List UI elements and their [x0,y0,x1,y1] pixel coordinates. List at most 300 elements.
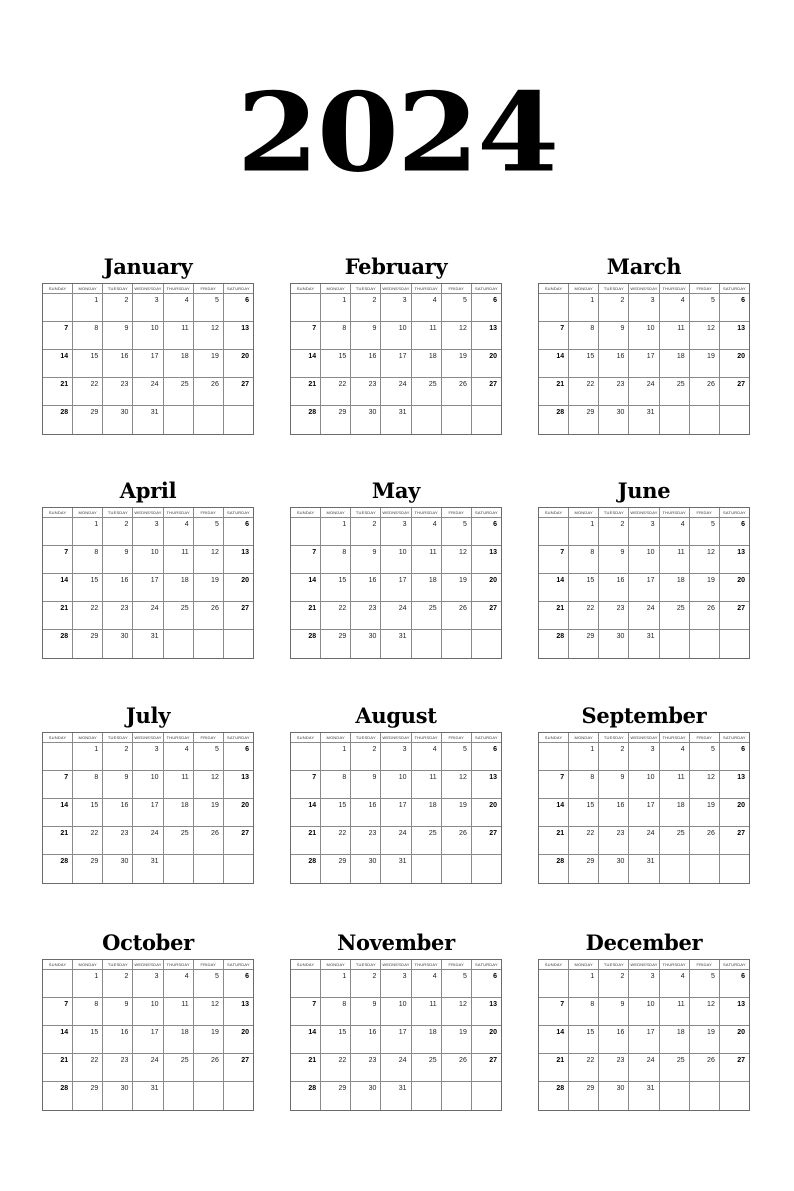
month-grid [538,507,750,659]
day-cell [43,771,73,799]
day-cell [599,546,629,574]
day-cell [569,1082,599,1110]
day-number: 5 [710,521,715,528]
day-cell [194,574,224,602]
day-cell [569,546,599,574]
week-row [291,294,501,322]
day-cell [194,602,224,630]
day-cell [291,630,321,658]
week-row [539,518,749,546]
day-number: 16 [368,353,377,360]
day-number: 10 [398,1001,407,1008]
day-number: 26 [459,605,467,612]
day-cell [629,998,659,1026]
day-number: 16 [616,353,625,360]
day-cell [412,294,442,322]
day-number: 22 [338,1057,347,1064]
weekday-header: FRIDAY [690,733,720,743]
day-number: 27 [489,605,497,612]
day-cell [164,322,194,350]
month-april [42,478,254,659]
day-cell [539,1026,569,1054]
day-cell [321,970,351,998]
week-row [539,602,749,630]
day-cell [224,855,253,883]
day-cell [164,518,194,546]
day-cell [412,406,442,434]
day-cell [164,378,194,406]
day-number: 27 [737,1057,745,1064]
day-number: 17 [150,353,159,360]
day-number: 3 [402,297,407,304]
day-cell [539,743,569,771]
day-number: 27 [737,605,745,612]
day-cell [43,1082,73,1110]
day-cell [442,1054,472,1082]
day-cell [412,378,442,406]
day-number: 4 [432,297,437,304]
day-cell [43,294,73,322]
day-cell [321,518,351,546]
day-cell [690,630,720,658]
weekday-header: THURSDAY [660,284,690,294]
day-number: 24 [398,830,407,837]
day-cell [472,1026,501,1054]
day-number: 23 [368,830,377,837]
day-number: 11 [429,774,437,781]
day-number: 20 [489,802,497,809]
week-row [43,546,253,574]
day-cell [73,799,103,827]
week-row [43,743,253,771]
day-cell [660,743,690,771]
day-number: 28 [556,1085,565,1092]
day-number: 17 [398,802,407,809]
day-number: 22 [338,605,347,612]
day-cell [442,322,472,350]
day-cell [133,294,163,322]
day-cell [43,378,73,406]
day-cell [690,1026,720,1054]
day-cell [133,970,163,998]
day-cell [73,998,103,1026]
week-row [291,546,501,574]
day-number: 25 [428,381,437,388]
day-cell [690,574,720,602]
weekday-header: TUESDAY [351,508,381,518]
day-number: 19 [707,353,715,360]
week-row [291,1082,501,1110]
day-number: 23 [120,381,129,388]
day-number: 4 [432,973,437,980]
day-cell [103,406,133,434]
day-cell [660,322,690,350]
day-number: 9 [124,549,129,556]
day-number: 28 [308,633,317,640]
day-number: 10 [150,549,159,556]
day-cell [629,406,659,434]
month-january [42,254,254,435]
day-cell [224,518,253,546]
day-cell [224,378,253,406]
week-row [43,1054,253,1082]
day-cell [321,630,351,658]
day-cell [539,322,569,350]
day-cell [412,970,442,998]
day-cell [629,1082,659,1110]
day-number: 30 [368,1085,377,1092]
day-cell [321,322,351,350]
day-cell [43,350,73,378]
day-number: 29 [90,1085,99,1092]
weekday-header: TUESDAY [599,284,629,294]
day-number: 26 [459,1057,467,1064]
weekday-header-row [291,733,501,743]
day-cell [720,743,749,771]
day-cell [660,1082,690,1110]
weekday-header: MONDAY [73,508,103,518]
day-cell [73,970,103,998]
day-cell [133,799,163,827]
day-number: 22 [90,1057,99,1064]
month-name: February [344,254,448,279]
day-cell [194,546,224,574]
day-number: 25 [180,381,189,388]
weekday-header: FRIDAY [442,508,472,518]
day-cell [133,998,163,1026]
day-cell [720,771,749,799]
day-cell [569,322,599,350]
day-number: 1 [590,746,595,753]
day-number: 21 [556,381,565,388]
day-cell [43,1054,73,1082]
year-title: 2024 [236,68,558,197]
day-cell [472,350,501,378]
day-cell [539,546,569,574]
day-cell [73,855,103,883]
day-cell [690,743,720,771]
day-cell [720,518,749,546]
day-cell [442,998,472,1026]
day-number: 31 [150,409,159,416]
day-cell [43,998,73,1026]
day-number: 8 [590,549,595,556]
day-cell [164,574,194,602]
day-number: 7 [64,1001,69,1008]
day-number: 8 [342,549,347,556]
weekday-header: SATURDAY [720,284,749,294]
week-row [539,998,749,1026]
day-number: 28 [556,858,565,865]
day-cell [164,406,194,434]
day-cell [720,294,749,322]
day-cell [629,322,659,350]
day-number: 13 [489,549,497,556]
day-number: 27 [737,381,745,388]
day-cell [164,602,194,630]
day-cell [103,799,133,827]
day-number: 14 [60,353,69,360]
day-cell [629,970,659,998]
day-cell [539,855,569,883]
month-name: March [606,254,682,279]
day-cell [291,574,321,602]
day-number: 20 [241,802,249,809]
day-cell [599,630,629,658]
day-cell [43,630,73,658]
day-cell [690,322,720,350]
day-cell [291,771,321,799]
day-number: 23 [120,1057,129,1064]
day-number: 29 [338,633,347,640]
day-cell [412,574,442,602]
day-cell [660,546,690,574]
day-number: 15 [338,353,347,360]
month-name: July [125,703,171,728]
week-row [539,1082,749,1110]
day-number: 17 [398,353,407,360]
day-number: 10 [646,1001,655,1008]
day-cell [321,998,351,1026]
week-row [291,743,501,771]
day-cell [133,771,163,799]
week-row [291,574,501,602]
day-cell [224,350,253,378]
week-row [43,294,253,322]
weekday-header: SATURDAY [720,733,749,743]
day-cell [629,1054,659,1082]
day-number: 31 [398,858,407,865]
day-number: 14 [308,1029,317,1036]
week-row [291,602,501,630]
day-number: 25 [180,830,189,837]
day-cell [412,350,442,378]
month-name: June [617,478,671,503]
day-cell [599,855,629,883]
week-row [539,799,749,827]
day-number: 9 [372,1001,377,1008]
day-cell [103,998,133,1026]
day-number: 21 [556,605,565,612]
weekday-header: MONDAY [321,284,351,294]
weekday-header-row [43,284,253,294]
day-number: 11 [181,1001,189,1008]
day-cell [539,602,569,630]
day-number: 26 [707,605,715,612]
day-number: 2 [124,521,129,528]
week-row [43,855,253,883]
day-number: 31 [646,1085,655,1092]
weekday-header: WEDNESDAY [381,733,411,743]
day-number: 24 [150,1057,159,1064]
day-cell [351,546,381,574]
week-row [291,518,501,546]
day-number: 30 [616,633,625,640]
day-cell [164,294,194,322]
day-number: 22 [586,1057,595,1064]
day-cell [720,574,749,602]
weekday-header: THURSDAY [164,733,194,743]
day-cell [569,855,599,883]
day-cell [690,1082,720,1110]
day-cell [351,1054,381,1082]
week-row [291,322,501,350]
day-number: 21 [60,1057,69,1064]
weekday-header: SUNDAY [539,284,569,294]
day-number: 14 [556,577,565,584]
day-number: 20 [489,1029,497,1036]
day-number: 20 [241,577,249,584]
day-number: 21 [60,605,69,612]
weekday-header: SATURDAY [224,733,253,743]
day-number: 9 [124,1001,129,1008]
day-number: 7 [560,549,565,556]
day-cell [539,970,569,998]
day-number: 7 [312,549,317,556]
day-cell [539,771,569,799]
day-cell [381,574,411,602]
weekday-header: SATURDAY [720,960,749,970]
day-number: 16 [368,577,377,584]
day-number: 16 [616,577,625,584]
day-number: 16 [616,1029,625,1036]
week-row [291,378,501,406]
day-cell [599,322,629,350]
weekday-header: TUESDAY [351,284,381,294]
day-number: 24 [646,605,655,612]
weekday-header: FRIDAY [194,284,224,294]
month-october [42,930,254,1111]
week-row [539,827,749,855]
day-cell [381,743,411,771]
day-cell [539,406,569,434]
day-cell [690,378,720,406]
weekday-header: SUNDAY [539,733,569,743]
day-cell [224,1054,253,1082]
day-number: 27 [241,830,249,837]
day-cell [442,970,472,998]
day-number: 4 [680,973,685,980]
day-cell [690,827,720,855]
day-cell [43,827,73,855]
weekday-header: MONDAY [321,508,351,518]
day-cell [351,743,381,771]
day-number: 28 [308,409,317,416]
day-cell [599,350,629,378]
month-grid [290,507,502,659]
day-cell [569,350,599,378]
day-number: 21 [556,830,565,837]
weekday-header: TUESDAY [103,960,133,970]
day-cell [133,602,163,630]
day-number: 25 [676,1057,685,1064]
weekday-header: TUESDAY [103,284,133,294]
day-number: 8 [590,325,595,332]
day-number: 18 [428,353,437,360]
day-number: 11 [181,325,189,332]
day-number: 7 [64,549,69,556]
day-number: 13 [241,774,249,781]
day-number: 12 [459,325,467,332]
day-cell [569,743,599,771]
day-number: 24 [398,381,407,388]
day-cell [103,574,133,602]
day-cell [103,350,133,378]
day-cell [133,322,163,350]
day-number: 7 [64,774,69,781]
day-cell [381,855,411,883]
day-number: 27 [241,605,249,612]
day-cell [660,294,690,322]
day-cell [133,350,163,378]
day-cell [472,1054,501,1082]
day-number: 18 [180,577,189,584]
day-number: 6 [245,973,249,980]
weekday-header: SUNDAY [43,733,73,743]
day-cell [321,827,351,855]
day-number: 24 [398,605,407,612]
day-cell [599,799,629,827]
day-cell [629,518,659,546]
day-cell [164,1026,194,1054]
day-cell [412,855,442,883]
day-number: 16 [120,577,129,584]
day-number: 2 [124,297,129,304]
day-number: 19 [459,1029,467,1036]
day-number: 1 [94,973,99,980]
day-cell [103,518,133,546]
day-number: 22 [90,830,99,837]
day-number: 16 [368,802,377,809]
weekday-header: SUNDAY [291,284,321,294]
day-number: 24 [646,830,655,837]
day-cell [133,378,163,406]
day-cell [103,855,133,883]
day-cell [569,827,599,855]
day-number: 13 [489,774,497,781]
day-cell [133,1054,163,1082]
week-row [291,1054,501,1082]
day-number: 29 [338,858,347,865]
day-cell [599,1054,629,1082]
day-number: 30 [368,858,377,865]
day-cell [720,350,749,378]
day-cell [599,743,629,771]
day-number: 21 [60,381,69,388]
day-number: 7 [312,1001,317,1008]
day-cell [224,1082,253,1110]
weekday-header: FRIDAY [194,960,224,970]
day-cell [442,574,472,602]
day-number: 31 [646,858,655,865]
day-cell [73,322,103,350]
day-cell [351,574,381,602]
day-number: 27 [489,830,497,837]
day-number: 26 [707,830,715,837]
weekday-header: SATURDAY [224,508,253,518]
day-cell [291,546,321,574]
week-row [291,1026,501,1054]
day-number: 25 [428,605,437,612]
day-number: 31 [398,409,407,416]
day-number: 28 [60,1085,69,1092]
weekday-header: WEDNESDAY [381,508,411,518]
week-row [291,630,501,658]
day-number: 26 [211,605,219,612]
day-number: 25 [428,830,437,837]
day-number: 25 [428,1057,437,1064]
week-row [43,771,253,799]
